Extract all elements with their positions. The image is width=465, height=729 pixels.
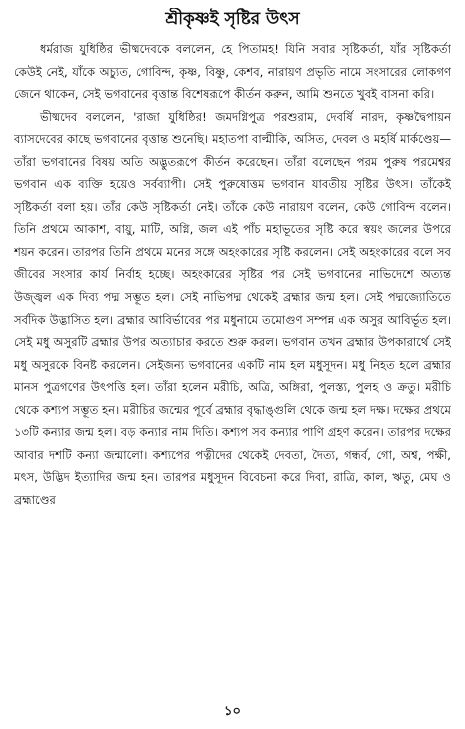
paragraph-1: ধর্মরাজ যুধিষ্ঠির ভীষ্মদেবকে বললেন, হে পিতামহ! যিনি সবার সৃষ্টিকর্তা, যাঁর সৃষ্টিকর্তা কেউই নেই, যাঁকে অচ্যুত, গোবিন্দ, কৃষ্ণ, বিষ্ণু, কেশব, নারায়ণ প্রভৃতি নামে সংসারের লোকগণ জেনে থাকেন, সেই ভগবানের বৃত্তান্ত বিশেষরূপে কীর্তন করুন, আমি শুনতে খুবই বাসনা করি। bbox=[14, 42, 451, 102]
page-title: শ্রীকৃষ্ণই সৃষ্টির উৎস bbox=[165, 9, 300, 29]
paragraph-2: ভীষ্মদেব বললেন, 'রাজা যুধিষ্ঠির! জমদগ্নিপুত্র পরশুরাম, দেবর্ষি নারদ, কৃষ্ণদ্বৈপায়ন ব্যাসদেবের কাছে ভগবানের বৃত্তান্ত শুনেছি। মহাতপা বাল্মীকি, অসিত, দেবল ও মহর্ষি মার্কণ্ডেয়—তাঁরা ভগবানের বিষয় অতি অদ্ভুতরূপে কীর্তন করেছেন। তাঁরা বলেছেন পরম পুরুষ পরমেশ্বর ভগবান এক ব্যক্তি হয়েও সর্বব্যাপী। সেই পুরুষোত্তম ভগবান যাবতীয় সৃষ্টির উৎস। তাঁকেই সৃষ্টিকর্তা বলা হয়। তাঁর কেউ সৃষ্টিকর্তা নেই। তাঁকে কেউ নারায়ণ বলেন, কেউ গোবিন্দ বলেন। তিনি প্রথমে আকাশ, বায়ু, মাটি, অগ্নি, জল এই পাঁচ মহাভূতের সৃষ্টি করে স্বয়ং জলের উপরে শয়ন করেন। তারপর তিনি প্রথমে মনের সঙ্গে অহংকারের সৃষ্টি করলেন। সেই অহংকারের বলে সব জীবের সংসার কার্য নির্বাহ হচ্ছে। অহংকারের সৃষ্টির পর সেই ভগবানের নাভিদেশে অত্যন্ত উজ্জ্বল এক দিব্য পদ্ম সম্ভূত হল। সেই নাভিপদ্ম থেকেই ব্রহ্মার জন্ম হল। সেই পদ্মজ্যোতিতে সর্বদিক উদ্ভাসিত হল। ব্রহ্মার আবির্ভাবের পর মধুনামে তমোগুণ সম্পন্ন এক অসুর আবির্ভূত হল। সেই মধু অসুরটি ব্রহ্মার উপর অত্যাচার করতে শুরু করল। ভগবান তখন ব্রহ্মার উপকারার্থে সেই মধু অসুরকে বিনষ্ট করলেন। সেইজন্য ভগবানের একটি নাম হল মধুসূদন। মধু নিহত হলে ব্রহ্মার মানস পুত্রগণের উৎপত্তি হল। তাঁরা হলেন মরীচি, অত্রি, অঙ্গিরা, পুলস্ত্য, পুলহ ও ক্রতু। মরীচি থেকে কশ্যপ সম্ভূত হন। মরীচির জন্মের পূর্বে ব্রহ্মার বৃদ্ধাঙ্গুলি থেকে জন্ম হল দক্ষ। দক্ষের প্রথমে ১৩টি কন্যার জন্ম হল। বড় কন্যার নাম দিতি। কশ্যপ সব কন্যার পাণি গ্রহণ করেন। তারপর দক্ষের আবার দশটি কন্যা জন্মালো। কশ্যপের পত্নীদের থেকেই দেবতা, দৈত্য, গন্ধর্ব, গো, অশ্ব, পক্ষী, মৎস, উদ্ভিদ ইত্যাদির জন্ম হন। তারপর মধুসূদন বিবেচনা করে দিবা, রাত্রি, কাল, ঋতু, মেঘ ও ব্রহ্মাণ্ডের bbox=[14, 109, 451, 507]
body-text bbox=[14, 38, 451, 693]
page-number: ১০ bbox=[224, 704, 241, 719]
